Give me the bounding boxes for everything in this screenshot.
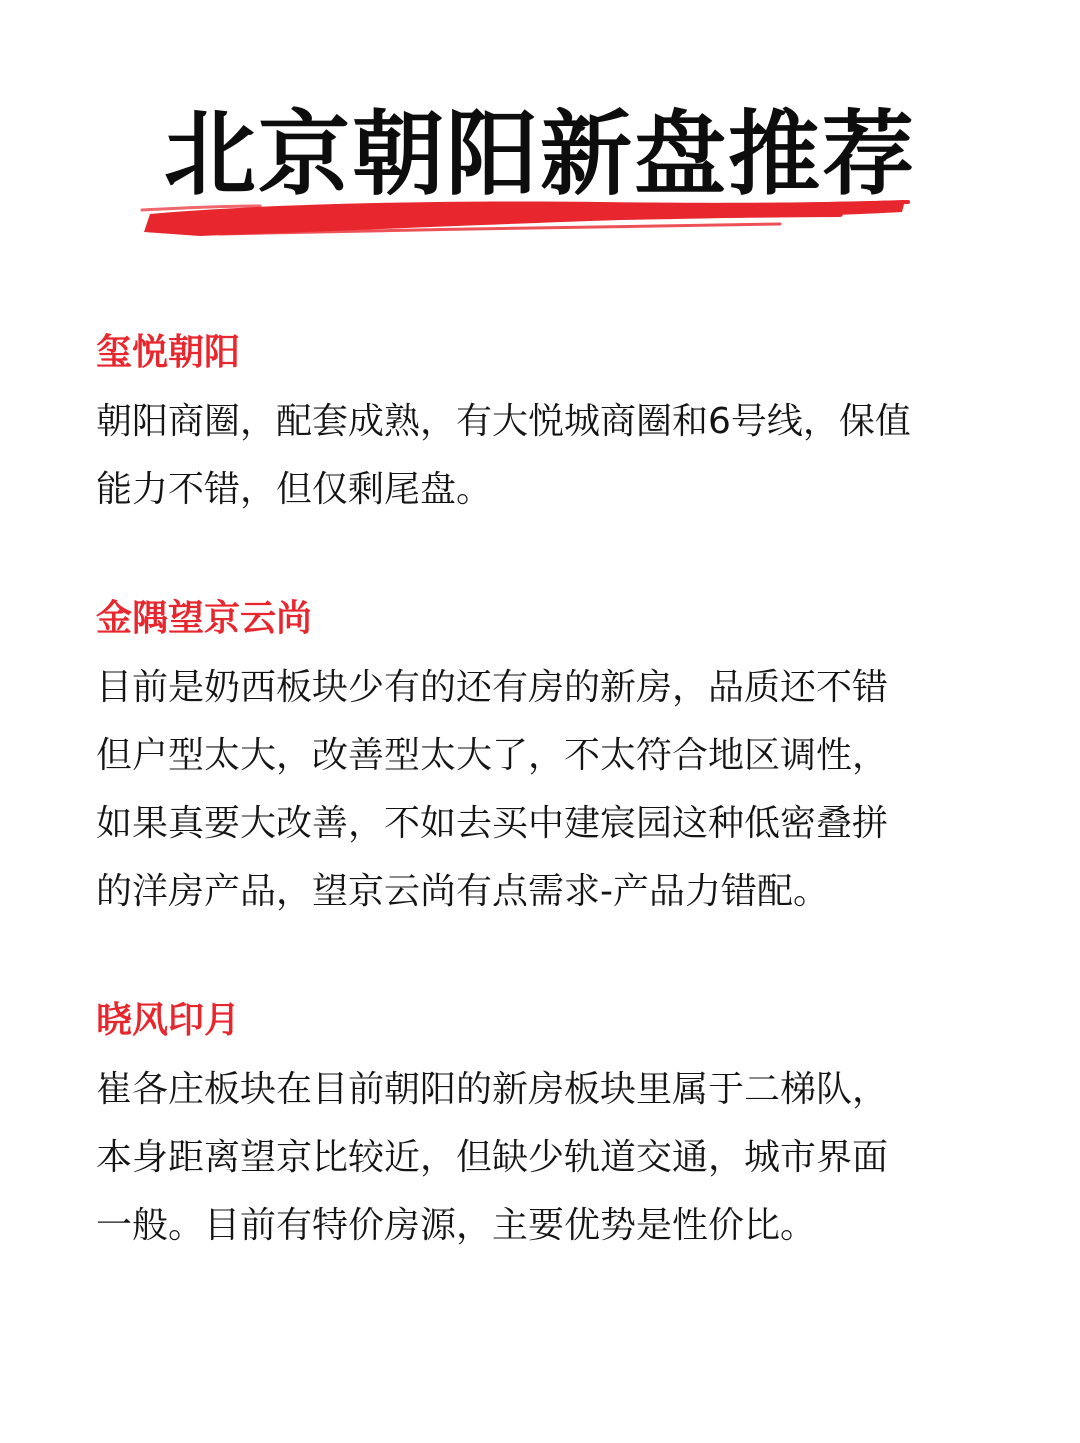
recommendation-list: [96, 324, 996, 1326]
page-title: 北京朝阳新盘推荐: [163, 101, 916, 208]
description-line: 本身距离望京比较近，但缺少轨道交通，城市界面: [96, 1137, 889, 1178]
item-title: 玺悦朝阳: [96, 332, 241, 373]
item-title: 金隅望京云尚: [96, 598, 313, 639]
item-description: [96, 388, 996, 524]
description-line: 能力不错，但仅剩尾盘。: [96, 469, 493, 510]
description-line: 的洋房产品，望京云尚有点需求-产品力错配。: [96, 871, 829, 912]
description-line: 目前是奶西板块少有的还有房的新房，品质还不错: [96, 667, 889, 708]
description-line: 朝阳商圈，配套成熟，有大悦城商圈和6号线，保值: [96, 401, 911, 442]
description-line: 一般。目前有特价房源，主要优势是性价比。: [96, 1205, 817, 1246]
description-line: 但户型太大，改善型太大了，不太符合地区调性，: [96, 735, 889, 776]
list-item: [96, 324, 996, 524]
list-item: [96, 992, 996, 1260]
item-description: [96, 1056, 996, 1260]
description-line: 崔各庄板块在目前朝阳的新房板块里属于二梯队，: [96, 1069, 889, 1110]
item-description: [96, 654, 996, 926]
title-block: [0, 100, 1080, 250]
item-title: 晓风印月: [96, 1000, 241, 1041]
description-line: 如果真要大改善，不如去买中建宸园这种低密叠拼: [96, 803, 889, 844]
list-item: [96, 590, 996, 926]
